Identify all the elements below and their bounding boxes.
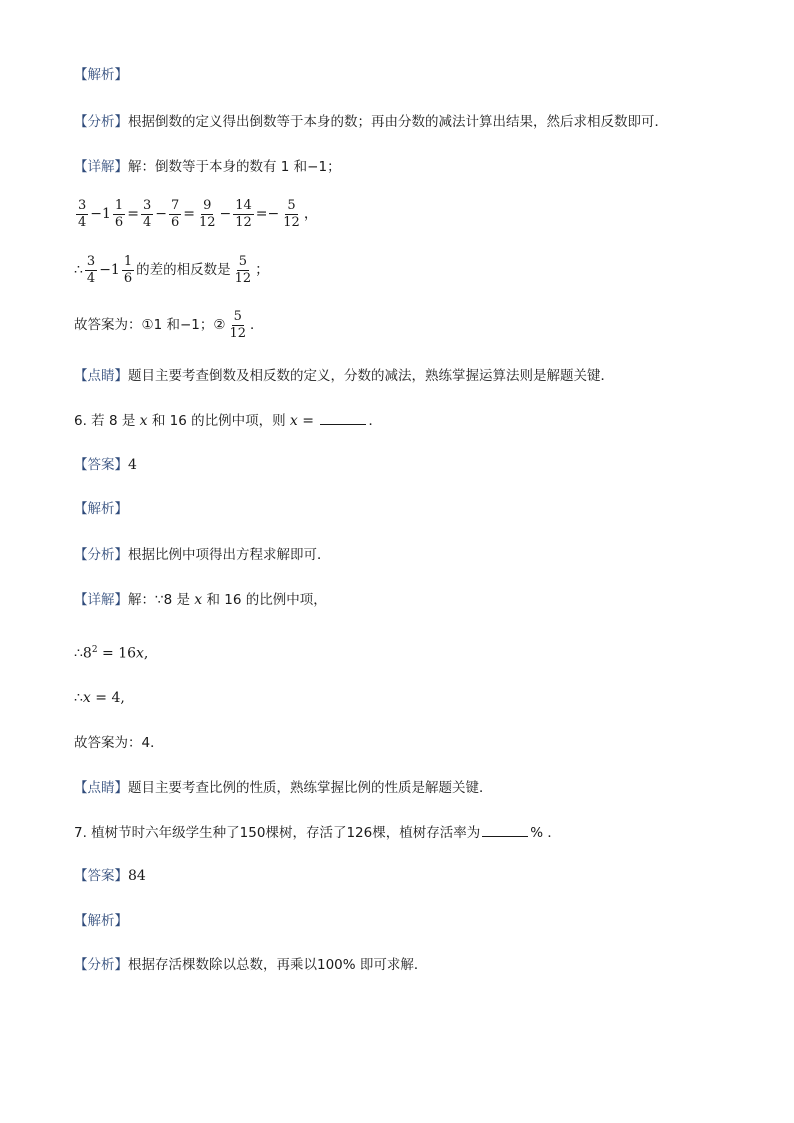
numerator: 1 <box>114 197 124 213</box>
paragraph-text: 解：∵8 是 <box>128 592 195 608</box>
operator: −1 <box>99 262 120 278</box>
denominator: 12 <box>198 214 216 230</box>
q7-fenxi-line <box>74 955 427 975</box>
fraction <box>233 198 254 231</box>
operator: = <box>183 206 195 222</box>
paragraph-text: 题目主要考查比例的性质，熟练掌握比例的性质是解题关键． <box>128 780 493 796</box>
variable: x <box>82 690 91 706</box>
math-expression: = 4, <box>90 690 125 706</box>
section-tag: 【分析】 <box>74 957 128 973</box>
question-text: % ． <box>530 825 561 841</box>
question-6 <box>74 410 382 431</box>
numerator: 5 <box>233 309 242 324</box>
paragraph-text: 故答案为：①1 和−1；② <box>74 317 226 333</box>
variable: x <box>139 413 148 429</box>
section-tag: 【分析】 <box>74 547 128 563</box>
numerator: 5 <box>238 253 248 269</box>
fraction <box>228 309 249 342</box>
math-expression: ∴8 <box>74 645 92 662</box>
answer-value: 84 <box>128 868 146 884</box>
section-tag: 【详解】 <box>74 159 128 175</box>
q6-step-1 <box>74 640 148 664</box>
fraction <box>169 198 181 231</box>
question-text: 6. 若 8 是 <box>74 413 140 429</box>
denominator: 4 <box>86 270 96 286</box>
detail-line-1 <box>74 157 341 177</box>
fraction <box>85 254 97 287</box>
answer-value: 4 <box>128 457 137 473</box>
numerator: 14 <box>235 197 252 213</box>
paragraph-text: 故答案为：4． <box>74 735 164 751</box>
operator: =− <box>255 206 280 222</box>
fraction <box>76 198 88 231</box>
q7-answer-line <box>74 866 146 886</box>
punctuation: ， <box>303 206 318 222</box>
answer-blank <box>320 410 366 425</box>
question-text: 7. 植树节时六年级学生种了150棵树，存活了126棵，植树存活率为 <box>74 825 481 841</box>
variable: x <box>194 592 203 608</box>
paragraph-text: 根据倒数的定义得出倒数等于本身的数；再由分数的减法计算出结果，然后求相反数即可． <box>128 114 668 130</box>
q6-conclusion <box>74 733 164 753</box>
exponent: 2 <box>91 645 98 655</box>
paragraph-text: 根据存活棵数除以总数，再乘以100% 即可求解． <box>128 957 428 973</box>
paragraph-text: 解：倒数等于本身的数有 1 和−1； <box>128 159 341 175</box>
answer-blank <box>482 822 528 837</box>
numerator: 1 <box>123 253 133 269</box>
q6-step-2 <box>74 688 125 708</box>
fraction <box>281 198 302 231</box>
operator: −1 <box>90 206 111 222</box>
denominator: 12 <box>234 270 252 286</box>
operator: − <box>155 206 167 222</box>
analysis-heading-1 <box>74 65 128 85</box>
question-7 <box>74 822 561 843</box>
q6-analysis-heading <box>74 499 128 519</box>
paragraph-text: 题目主要考查倒数及相反数的定义，分数的减法，熟练掌握运算法则是解题关键． <box>128 368 614 384</box>
punctuation: ； <box>255 262 270 278</box>
numerator: 7 <box>170 197 180 213</box>
answer-line-1 <box>74 307 264 343</box>
fraction <box>197 198 218 231</box>
fraction <box>141 198 153 231</box>
section-tag: 【详解】 <box>74 592 128 608</box>
operator: = <box>297 413 319 429</box>
q6-detail-line <box>74 590 327 610</box>
fenxi-line-1 <box>74 112 668 132</box>
numerator: 3 <box>78 197 87 213</box>
q7-analysis-heading <box>74 911 128 931</box>
punctuation: ． <box>368 413 382 429</box>
q6-answer-line <box>74 455 137 475</box>
fraction <box>113 198 125 231</box>
operator: − <box>219 206 232 222</box>
punctuation: ． <box>250 317 264 333</box>
denominator: 12 <box>283 214 300 230</box>
denominator: 12 <box>235 214 252 230</box>
math-expression: = 16 <box>97 645 137 662</box>
denominator: 12 <box>229 326 247 341</box>
variable: x <box>289 413 298 429</box>
q6-dianjing-line <box>74 778 493 798</box>
numerator: 3 <box>86 253 96 269</box>
section-tag: 【答案】 <box>74 457 128 473</box>
paragraph-text: 和 16 的比例中项， <box>202 592 327 608</box>
denominator: 6 <box>123 270 133 286</box>
question-text: 和 16 的比例中项，则 <box>147 413 290 429</box>
section-tag: 【答案】 <box>74 868 128 884</box>
denominator: 4 <box>142 214 152 230</box>
fraction <box>233 254 254 287</box>
therefore-symbol: ∴ <box>74 690 83 706</box>
section-tag: 【解析】 <box>74 501 128 517</box>
section-tag: 【分析】 <box>74 114 128 130</box>
section-tag: 【解析】 <box>74 913 128 929</box>
punctuation: , <box>143 645 149 662</box>
fraction <box>122 254 134 287</box>
denominator: 6 <box>170 214 180 230</box>
denominator: 4 <box>78 214 87 230</box>
q6-fenxi-line <box>74 545 331 565</box>
numerator: 5 <box>287 197 296 213</box>
numerator: 3 <box>142 197 152 213</box>
paragraph-text: 根据比例中项得出方程求解即可． <box>128 547 331 563</box>
therefore-symbol: ∴ <box>74 262 83 278</box>
section-tag: 【点睛】 <box>74 780 128 796</box>
section-tag: 【点睛】 <box>74 368 128 384</box>
numerator: 9 <box>203 197 212 213</box>
variable: x <box>136 645 144 662</box>
equation-line-1 <box>74 196 318 232</box>
equation-line-2 <box>74 252 269 288</box>
dianjing-line-1 <box>74 366 614 386</box>
operator: = <box>127 206 139 222</box>
paragraph-text: 的差的相反数是 <box>136 262 231 278</box>
section-tag: 【解析】 <box>74 67 128 83</box>
denominator: 6 <box>114 214 124 230</box>
